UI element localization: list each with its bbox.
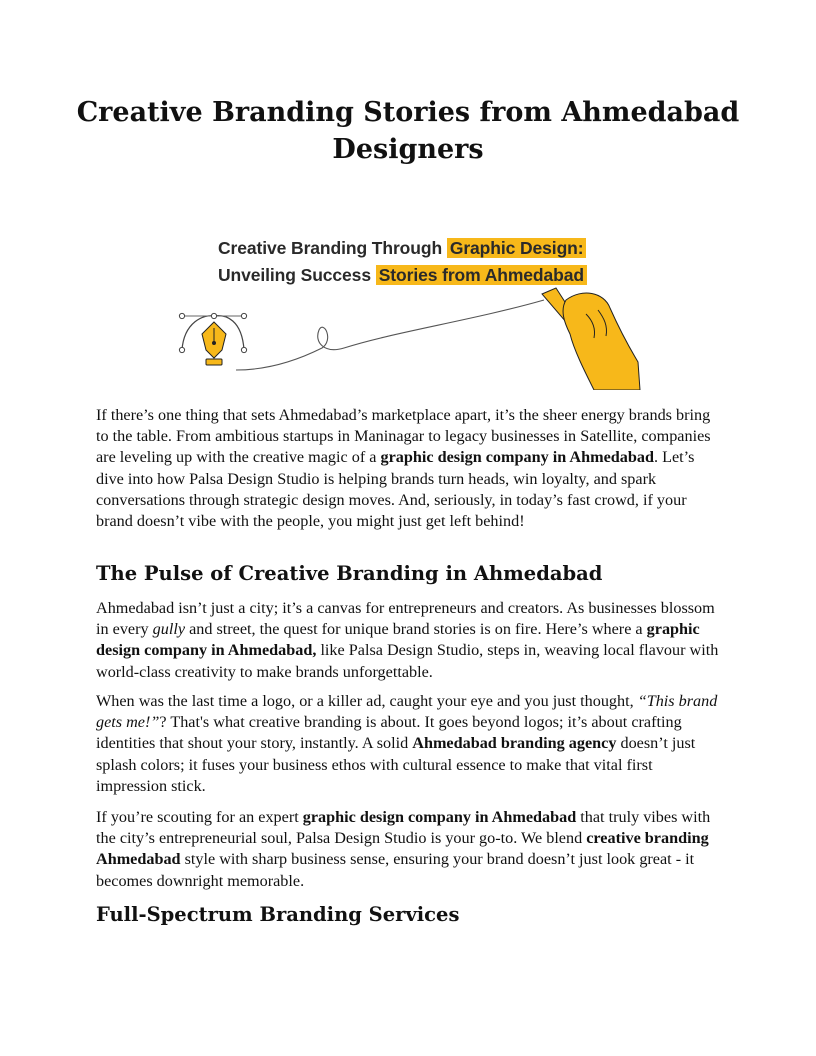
para4-bold-keyword-2: creative branding Ahmedabad [96, 829, 709, 869]
hand-holding-pen-icon [542, 288, 640, 390]
para2-text-2: and street, the quest for unique brand stories is on fire. Here’s where a [185, 620, 647, 639]
logo-paragraph [96, 691, 724, 797]
para4-text-2: that truly vibes with the city’s entrepreneurial soul, Palsa Design Studio is your go-to. We blend [96, 808, 711, 848]
banner-line-2-text: Unveiling Success [218, 265, 371, 285]
banner-illustration [174, 230, 642, 390]
section-heading-pulse: The Pulse of Creative Branding in Ahmedabad [96, 562, 603, 585]
para2-text-3: like Palsa Design Studio, steps in, weaving local flavour with world-class creativity to make brands unforgettable. [96, 641, 719, 681]
pen-nib-icon [179, 313, 246, 365]
para3-text-1: When was the last time a logo, or a killer ad, caught your eye and you just thought, [96, 692, 638, 710]
banner-line-2-highlight: Stories from Ahmedabad [376, 265, 587, 285]
para3-bold-keyword: Ahmedabad branding agency [412, 734, 617, 753]
section-heading-services: Full-Spectrum Branding Services [96, 903, 460, 926]
go-to-paragraph [96, 807, 724, 892]
para4-text-3: style with sharp business sense, ensuring your brand doesn’t just look great - it becomes downright memorable. [96, 850, 695, 890]
para1-text-1: If there’s one thing that sets Ahmedabad’s marketplace apart, it’s the sheer energy brands bring to the table. From ambitious startups in Maninagar to legacy businesses in Satellite, companies are leveling up with the creative magic of a [96, 406, 711, 467]
para4-text-1: If you’re scouting for an expert [96, 808, 303, 826]
para1-text-2: . Let’s dive into how Palsa Design Studio is helping brands turn heads, win loyalty, and spark conversations through strategic design moves. And, seriously, in today’s fast crowd, if your brand doesn’t vibe with the people, you might just get left behind! [96, 448, 695, 531]
para3-text-3: doesn’t just splash colors; it fuses your business ethos with cultural essence to make that vital first impression stick. [96, 734, 696, 795]
banner-line-1-highlight: Graphic Design: [447, 238, 587, 258]
hero-banner [174, 230, 642, 390]
para3-italic-quote: “This brand gets me!” [96, 692, 718, 732]
pulse-paragraph [96, 598, 724, 683]
para1-bold-keyword: graphic design company in Ahmedabad [380, 448, 654, 467]
para2-bold-keyword: graphic design company in Ahmedabad, [96, 620, 700, 660]
page-title: Creative Branding Stories from Ahmedabad Designers [76, 97, 740, 165]
intro-paragraph [96, 405, 724, 532]
para2-italic: gully [152, 620, 186, 639]
para3-text-2: ? That's what creative branding is about. It goes beyond logos; it’s about crafting identities that shout your story, instantly. A solid [96, 713, 682, 753]
para2-text-1: Ahmedabad isn’t just a city; it’s a canvas for entrepreneurs and creators. As businesses blossom in every [96, 599, 715, 639]
banner-line-1-text: Creative Branding Through [218, 238, 443, 258]
para4-bold-keyword-1: graphic design company in Ahmedabad [302, 808, 577, 826]
